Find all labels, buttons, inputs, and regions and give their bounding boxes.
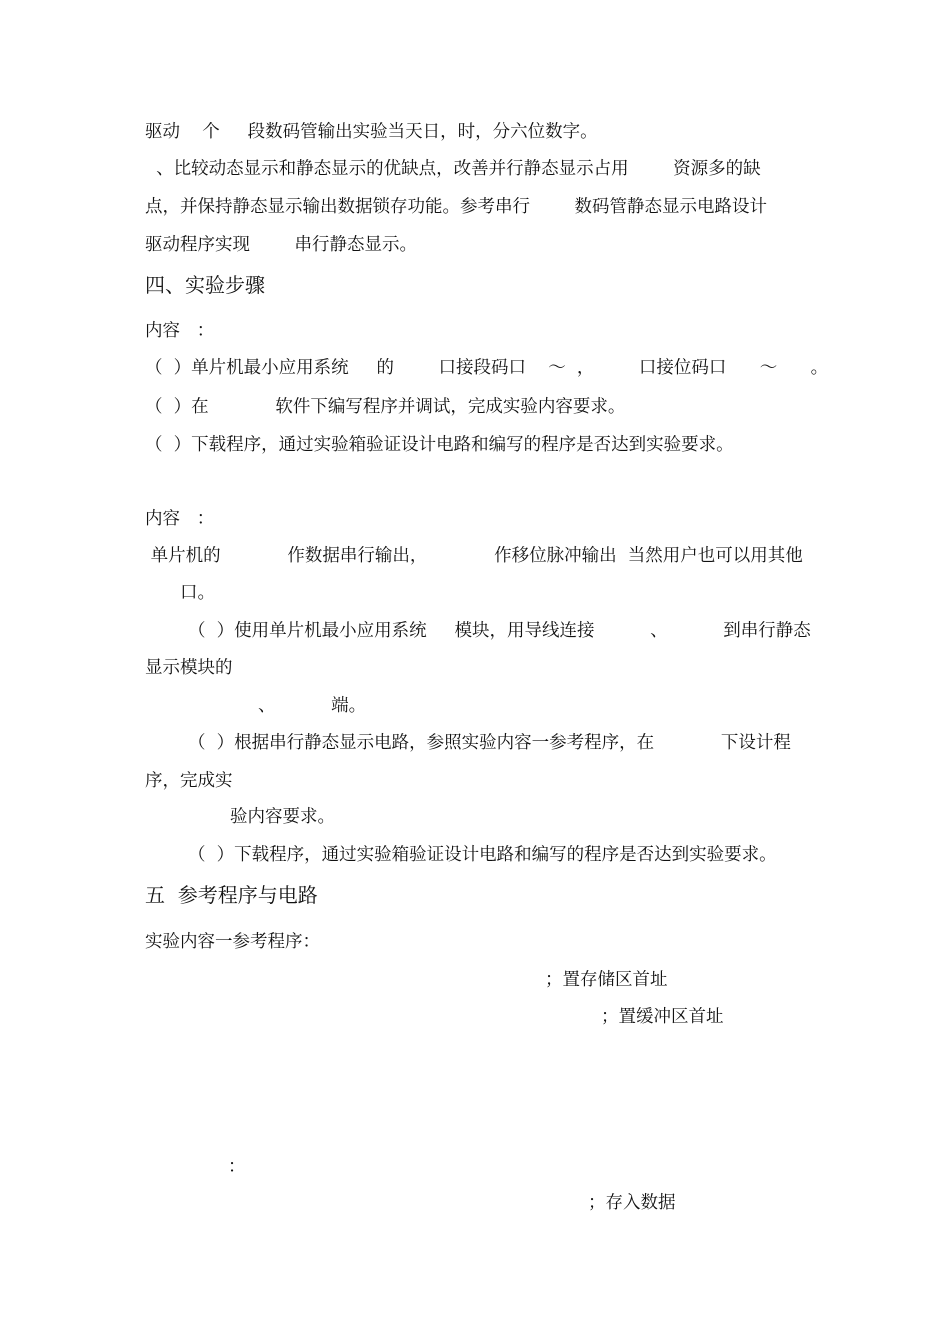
code-label-colon: ： bbox=[228, 1157, 246, 1177]
content-1-step-1: （ ）单片机最小应用系统 的 口接段码口 ～ ， 口接位码口 ～ 。 bbox=[145, 358, 829, 378]
code-comment-store-data: ；存入数据 bbox=[588, 1193, 676, 1213]
intro-line-3: 点，并保持静态显示输出数据锁存功能。参考串行 数码管静态显示电路设计 bbox=[145, 197, 767, 217]
content-2-line-2: 口。 bbox=[180, 583, 215, 603]
content-2-step-1-cont: 显示模块的 bbox=[145, 658, 233, 678]
intro-line-2: 、比较动态显示和静态显示的优缺点，改善并行静态显示占用 资源多的缺 bbox=[145, 159, 761, 179]
content-2-line-1: 单片机的 作数据串行输出， 作移位脉冲输出 当然用户也可以用其他 bbox=[145, 546, 803, 566]
intro-line-1: 驱动 个 段数码管输出实验当天日，时，分六位数字。 bbox=[145, 122, 598, 142]
content-2-step-2-cont: 序，完成实 bbox=[145, 771, 233, 791]
content-1-step-3: （ ）下载程序，通过实验箱验证设计电路和编写的程序是否达到实验要求。 bbox=[145, 435, 734, 455]
program-label: 实验内容一参考程序： bbox=[145, 932, 320, 952]
content-2-step-2-end: 验内容要求。 bbox=[230, 807, 335, 827]
code-comment-buffer-addr: ；置缓冲区首址 bbox=[601, 1007, 724, 1027]
intro-line-4: 驱动程序实现 串行静态显示。 bbox=[145, 235, 418, 255]
section-5-title: 五 参考程序与电路 bbox=[145, 883, 318, 907]
content-2-step-1-end: 、 端。 bbox=[258, 696, 367, 716]
content-1-label: 内容 ： bbox=[145, 321, 215, 341]
content-2-step-1: （ ）使用单片机最小应用系统 模块，用导线连接 、 到串行静态 bbox=[188, 621, 811, 641]
content-2-label: 内容 ： bbox=[145, 509, 215, 529]
content-2-step-3: （ ）下载程序，通过实验箱验证设计电路和编写的程序是否达到实验要求。 bbox=[188, 845, 777, 865]
content-1-step-2: （ ）在 软件下编写程序并调试，完成实验内容要求。 bbox=[145, 397, 626, 417]
section-4-title: 四、实验步骤 bbox=[145, 273, 265, 297]
code-comment-store-addr: ；置存储区首址 bbox=[545, 970, 668, 990]
content-2-step-2: （ ）根据串行静态显示电路，参照实验内容一参考程序，在 下设计程 bbox=[188, 733, 791, 753]
